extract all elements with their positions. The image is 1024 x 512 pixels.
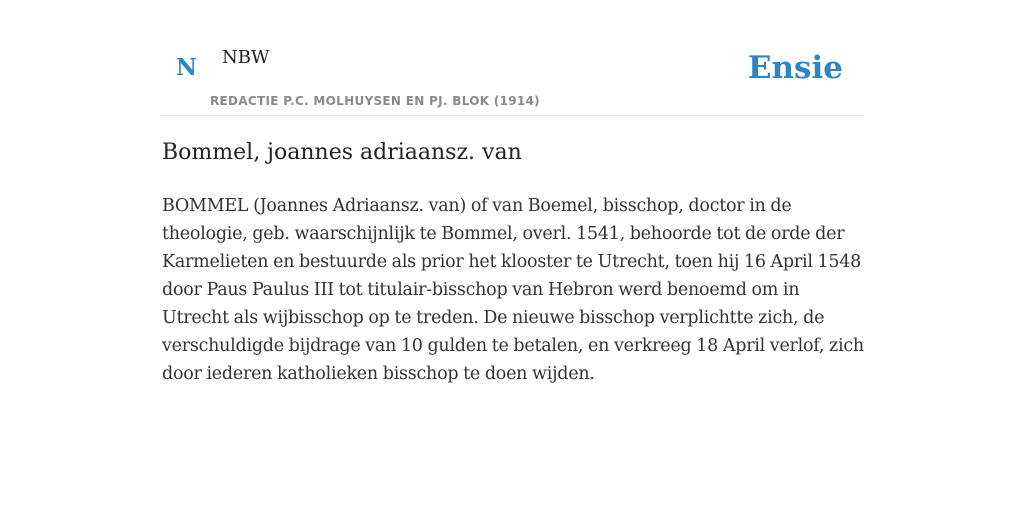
article-body: BOMMEL (Joannes Adriaansz. van) of van Boemel, bisschop, doctor in de theologie, geb. waarschijnlijk te Bommel, overl. 1541, behoorde tot de orde der Karmelieten en bestuurde als prior het klooster te Utrecht, toen hij 16 April 1548 door Paus Paulus III tot titulair-bisschop van Hebron werd benoemd om in Utrecht als wijbisschop op te treden. De nieuwe bisschop verplichtte zich, de verschuldigde bijdrage van 10 gulden te betalen, en verkreeg 18 April verlof, zich door iederen katholieken bisschop te doen wijden.	[162, 196, 864, 384]
source-name[interactable]: NBW	[222, 47, 270, 68]
source-logo[interactable]: N	[176, 54, 198, 81]
source-editors: REDACTIE P.C. MOLHUYSEN EN PJ. BLOK (1914)	[210, 94, 540, 108]
source-header	[162, 40, 862, 116]
article-title: Bommel, joannes adriaansz. van	[162, 140, 522, 165]
brand-logo[interactable]: Ensie	[747, 50, 843, 86]
